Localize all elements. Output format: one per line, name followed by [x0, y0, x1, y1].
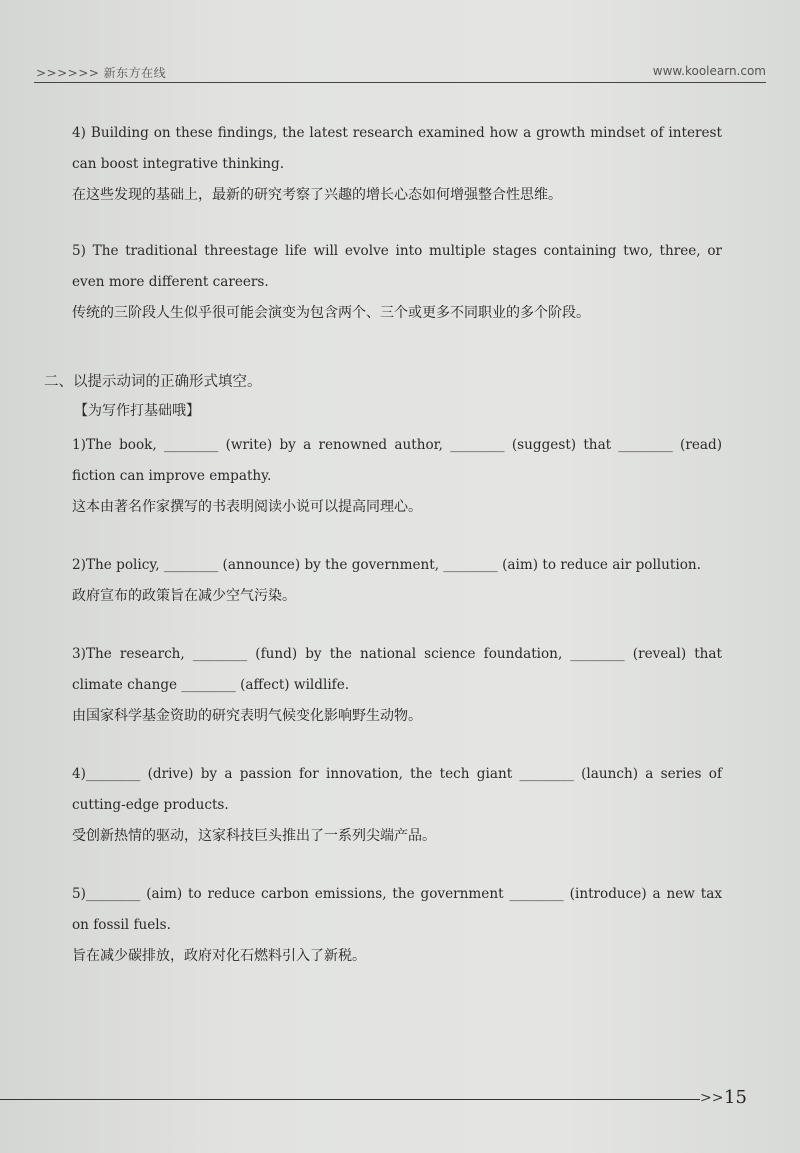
- sentence-english: 4) Building on these findings, the latest research examined how a growth mindset of interest can boost integrative thinking.: [72, 125, 722, 172]
- footer-rule: [0, 1099, 700, 1100]
- section-title: 二、以提示动词的正确形式填空。: [44, 374, 262, 390]
- exercise-list: [72, 430, 722, 999]
- header-brand: >>>>>> 新东方在线: [36, 66, 167, 80]
- exercise-item-3: [72, 639, 722, 731]
- header-rule: [34, 82, 766, 83]
- exercise-english: 5)________ (aim) to reduce carbon emissions, the government ________ (introduce) a new tax on fossil fuels.: [72, 886, 722, 933]
- exercise-english: 3)The research, ________ (fund) by the national science foundation, ________ (reveal) that climate change ________ (affect) wildlife.: [72, 646, 722, 693]
- exercise-chinese: 政府宣布的政策旨在减少空气污染。: [72, 588, 296, 604]
- footer-arrow: >>: [700, 1090, 724, 1106]
- exercise-chinese: 旨在减少碳排放，政府对化石燃料引入了新税。: [72, 948, 366, 964]
- exercise-english: 2)The policy, ________ (announce) by the government, ________ (aim) to reduce air pollution.: [72, 557, 701, 573]
- sentence-item-4: [72, 118, 722, 210]
- sentence-chinese: 传统的三阶段人生似乎很可能会演变为包含两个、三个或更多不同职业的多个阶段。: [72, 305, 590, 321]
- exercise-chinese: 这本由著名作家撰写的书表明阅读小说可以提高同理心。: [72, 499, 422, 515]
- exercise-english: 1)The book, ________ (write) by a renowned author, ________ (suggest) that ________ (read) fiction can improve empathy.: [72, 437, 722, 484]
- exercise-chinese: 受创新热情的驱动，这家科技巨头推出了一系列尖端产品。: [72, 828, 436, 844]
- section-note: 【为写作打基础哦】: [74, 403, 200, 419]
- exercise-item-4: [72, 759, 722, 851]
- sentence-chinese: 在这些发现的基础上，最新的研究考察了兴趣的增长心态如何增强整合性思维。: [72, 187, 562, 203]
- exercise-chinese: 由国家科学基金资助的研究表明气候变化影响野生动物。: [72, 708, 422, 724]
- exercise-item-5: [72, 879, 722, 971]
- exercise-item-1: [72, 430, 722, 522]
- sentence-item-5: [72, 236, 722, 328]
- sentence-english: 5) The traditional threestage life will evolve into multiple stages containing two, three, or even more different careers.: [72, 243, 722, 290]
- exercise-english: 4)________ (drive) by a passion for innovation, the tech giant ________ (launch) a series of cutting-edge products.: [72, 766, 722, 813]
- part1-content: [72, 118, 722, 354]
- exercise-item-2: [72, 550, 722, 611]
- header-website: www.koolearn.com: [652, 64, 766, 78]
- page-number: 15: [724, 1087, 747, 1108]
